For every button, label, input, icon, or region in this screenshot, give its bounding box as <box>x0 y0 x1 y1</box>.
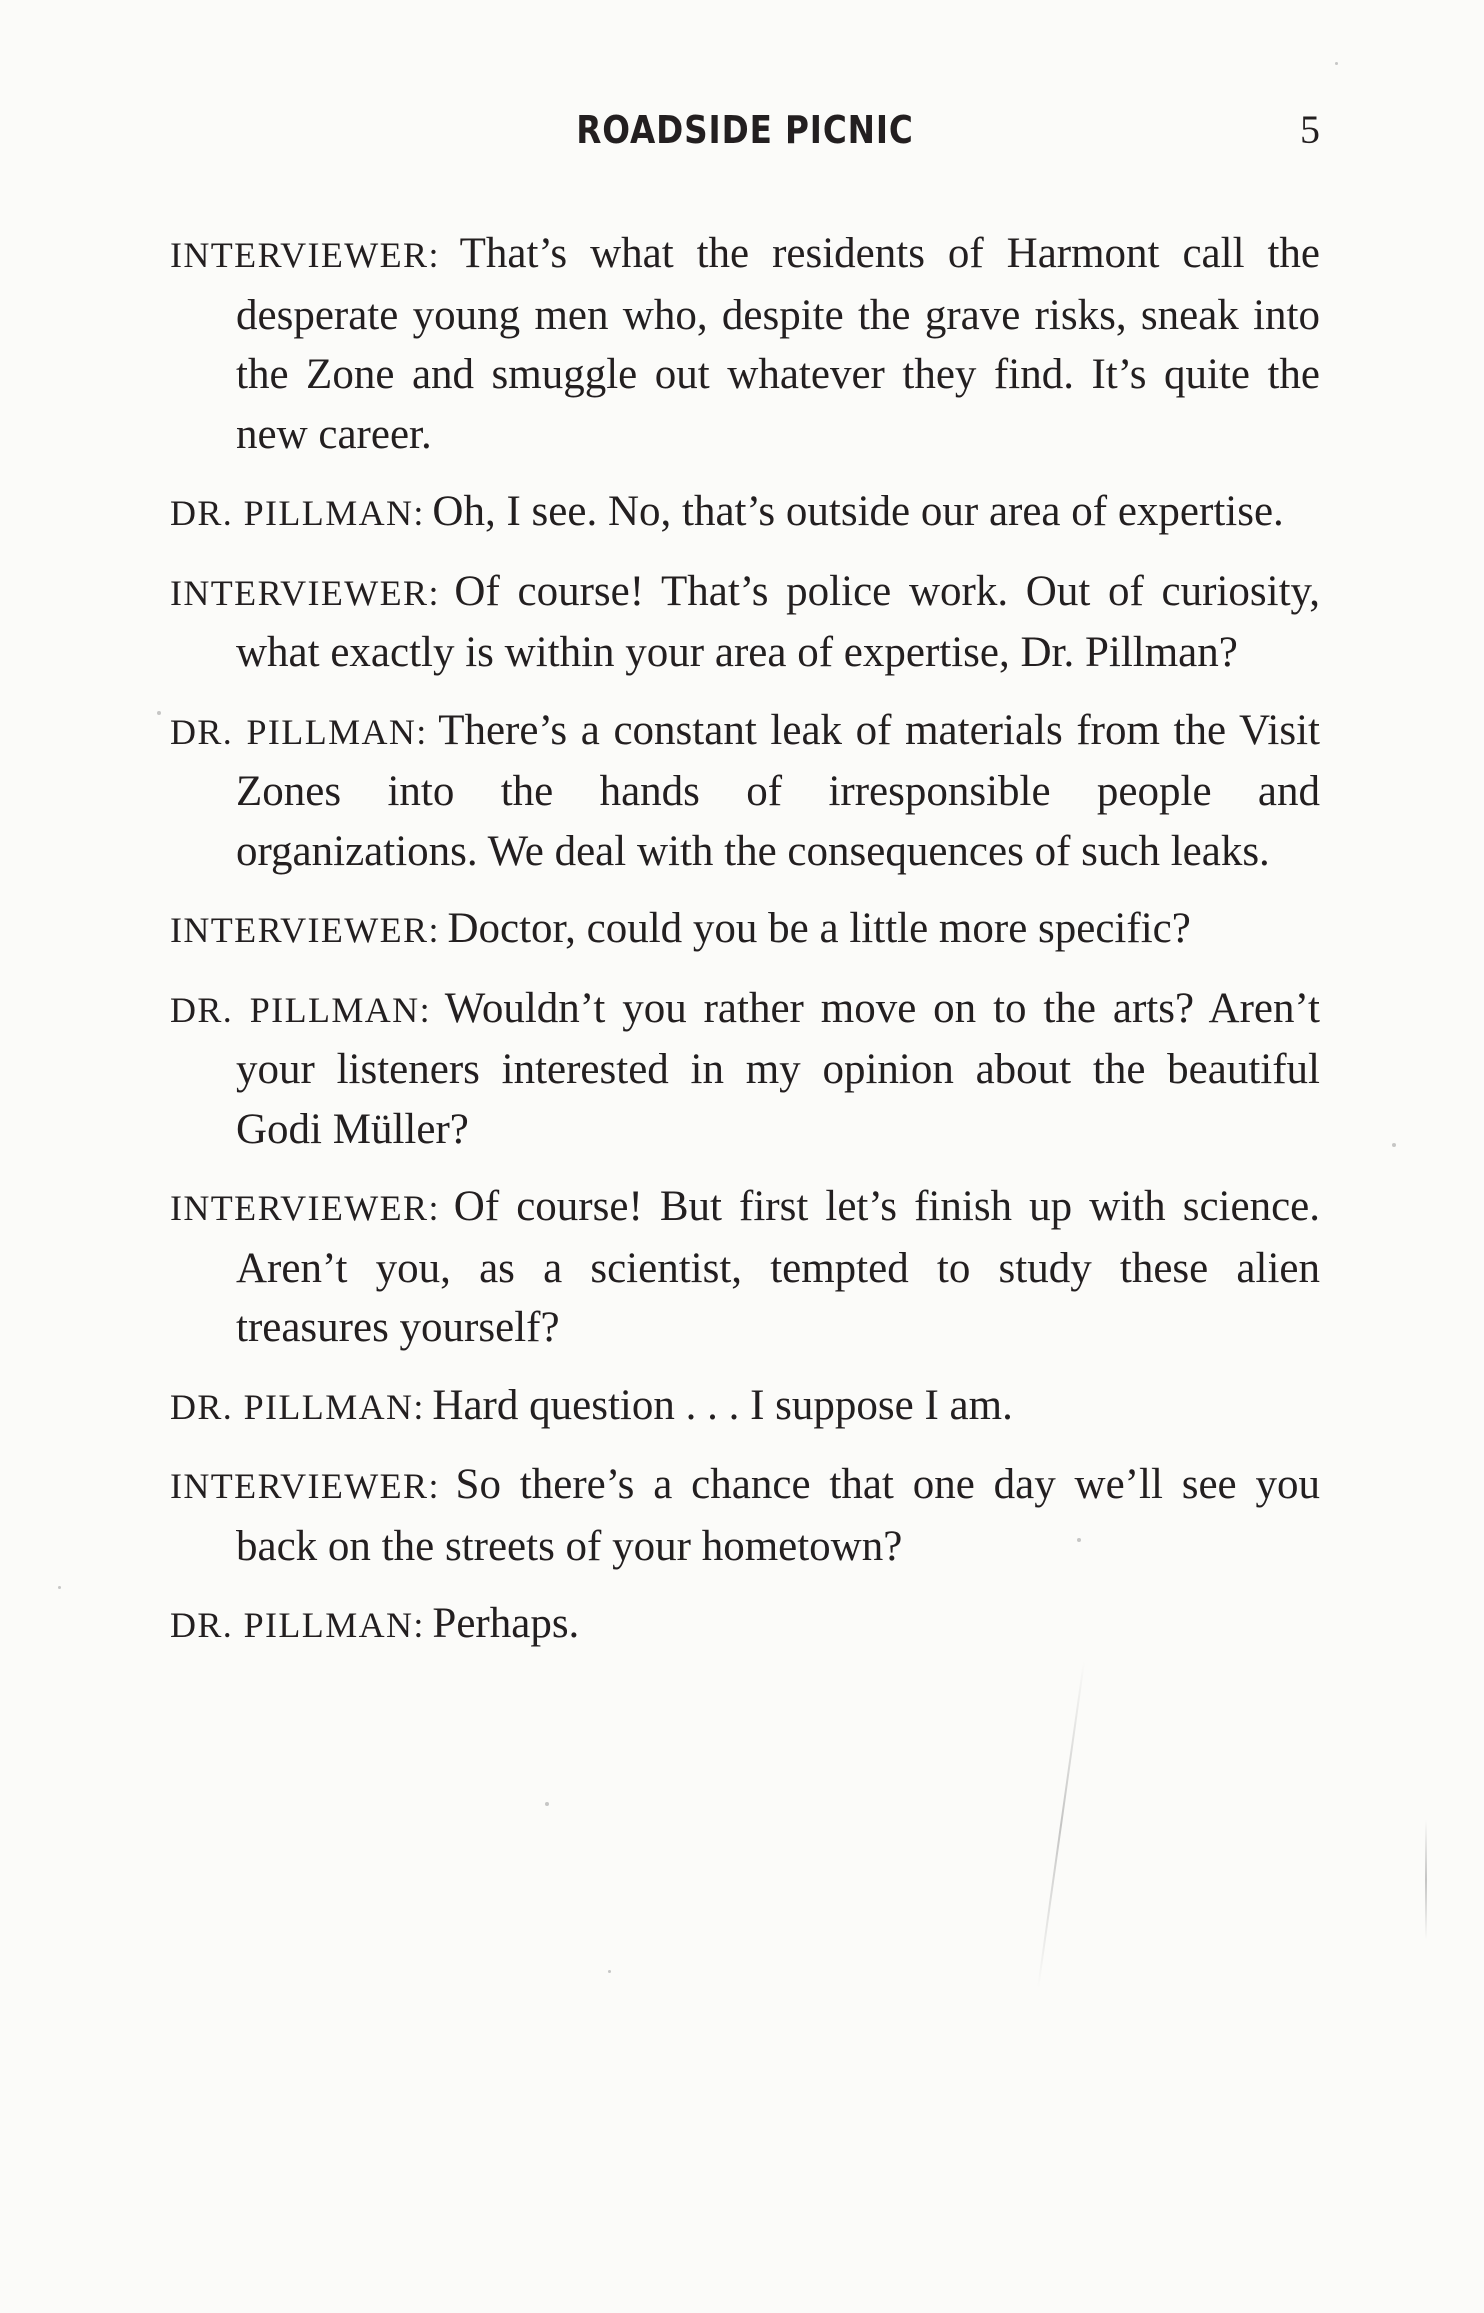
dialogue-exchange: INTERVIEWER: Of course! But first let’s finish up with science. Aren’t you, as a scientist, tempted to study these alien treasures yourself? <box>170 1183 1320 1351</box>
speech-text: Hard question . . . I suppose I am. <box>432 1381 1013 1429</box>
speech-text: Of course! But first let’s finish up with science. Aren’t you, as a scientist, tempted to study these alien treasures yourself? <box>236 1183 1320 1351</box>
dialogue-exchange: DR. PILLMAN: There’s a constant leak of materials from the Visit Zones into the hands of irresponsible people and organizations. We deal with the consequences of such leaks. <box>170 706 1320 875</box>
dialogue-exchange: DR. PILLMAN: Wouldn’t you rather move on to the arts? Aren’t your listeners interested in my opinion about the beautiful Godi Müller? <box>170 984 1320 1153</box>
dialogue-exchange: INTERVIEWER: Doctor, could you be a little more specific? <box>170 905 1191 952</box>
speaker-label: DR. PILLMAN <box>170 711 417 752</box>
scan-speck <box>608 1970 611 1973</box>
scan-speck <box>157 711 161 715</box>
speaker-label: INTERVIEWER <box>170 572 429 613</box>
dialogue-exchange: DR. PILLMAN: Hard question . . . I suppose I am. <box>170 1381 1013 1429</box>
scan-crease <box>1037 1661 1085 1988</box>
dialogue-exchange: DR. PILLMAN: Perhaps. <box>170 1600 580 1647</box>
speaker-label: DR. PILLMAN <box>170 1386 414 1427</box>
speech-text: Wouldn’t you rather move on to the arts? Aren’t your listeners interested in my opinion about the beautiful Godi Müller? <box>236 984 1320 1153</box>
dialogue-body <box>170 224 1320 1674</box>
speech-text: That’s what the residents of Harmont call the desperate young men who, despite the grave risks, sneak into the Zone and smuggle out whatever they find. It’s quite the new career. <box>236 230 1320 458</box>
page-header <box>170 104 1320 156</box>
speaker-label: INTERVIEWER <box>170 235 429 275</box>
speaker-label: INTERVIEWER <box>170 1188 429 1228</box>
speech-text: Perhaps. <box>432 1600 580 1647</box>
speaker-label: DR. PILLMAN <box>170 1605 414 1645</box>
scan-speck <box>58 1586 61 1589</box>
speech-text: Of course! That’s police work. Out of curiosity, what exactly is within your area of expertise, Dr. Pillman? <box>236 567 1320 676</box>
dialogue-exchange: INTERVIEWER: Of course! That’s police work. Out of curiosity, what exactly is within your area of expertise, Dr. Pillman? <box>170 567 1320 676</box>
dialogue-exchange: INTERVIEWER: That’s what the residents of Harmont call the desperate young men who, despite the grave risks, sneak into the Zone and smuggle out whatever they find. It’s quite the new career. <box>170 230 1320 458</box>
speaker-label: INTERVIEWER <box>170 910 429 950</box>
speech-text: So there’s a chance that one day we’ll see you back on the streets of your hometown? <box>236 1461 1320 1570</box>
page-number: 5 <box>1300 107 1320 152</box>
scan-speck <box>1392 1143 1396 1147</box>
running-title: ROADSIDE PICNIC <box>576 108 914 152</box>
scan-crease <box>1425 1820 1427 1940</box>
dialogue-exchange: DR. PILLMAN: Oh, I see. No, that’s outside our area of expertise. <box>170 488 1284 535</box>
scan-speck <box>545 1802 549 1806</box>
scan-speck <box>1077 1538 1081 1542</box>
speaker-label: INTERVIEWER <box>170 1466 429 1506</box>
speaker-label: DR. PILLMAN <box>170 989 420 1030</box>
scan-speck <box>1335 62 1338 65</box>
speaker-label: DR. PILLMAN <box>170 493 414 533</box>
dialogue-exchange: INTERVIEWER: So there’s a chance that one day we’ll see you back on the streets of your hometown? <box>170 1461 1320 1570</box>
speech-text: Oh, I see. No, that’s outside our area of expertise. <box>432 488 1284 535</box>
speech-text: Doctor, could you be a little more specific? <box>447 905 1191 952</box>
speech-text: There’s a constant leak of materials from the Visit Zones into the hands of irresponsible people and organizations. We deal with the consequences of such leaks. <box>236 706 1320 875</box>
